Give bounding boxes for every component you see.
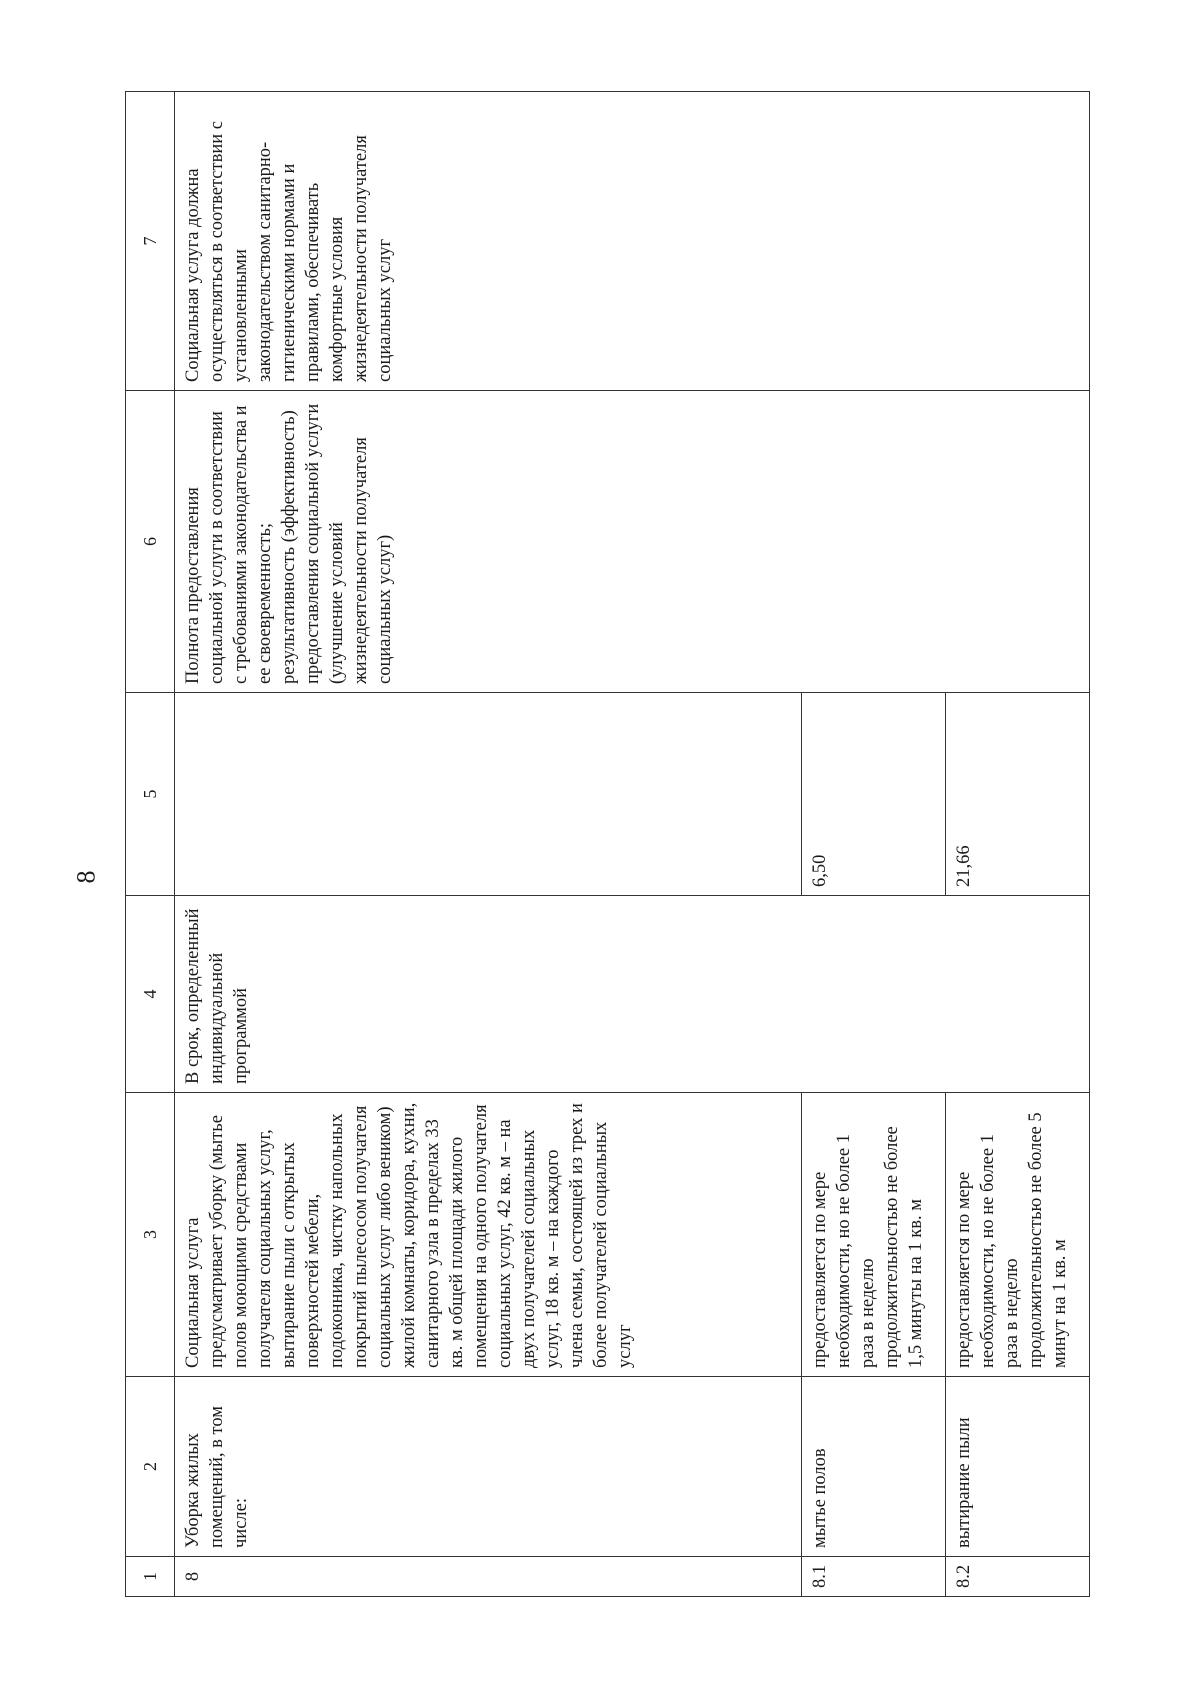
col-header-1: 1	[126, 1557, 175, 1597]
col-header-5: 5	[126, 693, 175, 896]
row-8-1-name: мытье полов	[802, 1377, 946, 1557]
page-number: 8	[71, 870, 101, 884]
row-8-name: Уборка жилых помещений, в том числе:	[175, 1377, 802, 1557]
row-8-indicators: Полнота предоставления социальной услуги в соответствии с требованиями законодательства и ее своевременность; результативность (эффективность) предоставления социальной услуги (улучшение условий жизнедеятельности получателя социальных услуг)	[175, 391, 1090, 693]
row-8-number: 8	[175, 1557, 802, 1597]
row-8-conditions: Социальная услуга должна осуществляться в соответствии с установленными законодательством санитарно-гигиеническими нормами и правилами, обеспечивать комфортные условия жизнедеятельности получателя социальных услуг	[175, 92, 1090, 391]
row-8-2-number: 8.2	[946, 1557, 1090, 1597]
row-8-term: В срок, определенный индивидуальной программой	[175, 896, 1090, 1093]
row-8-2-description: предоставляется по мере необходимости, но не более 1 раза в неделю продолжительностью не более 5 минут на 1 кв. м	[946, 1093, 1090, 1377]
row-8-1-tariff: 6,50	[802, 693, 946, 896]
row-8-tariff	[175, 693, 802, 896]
col-header-6: 6	[126, 391, 175, 693]
services-table	[125, 91, 1090, 1597]
rotated-table-container	[125, 92, 1090, 1597]
row-8-2-tariff: 21,66	[946, 693, 1090, 896]
row-8-2-name: вытирание пыли	[946, 1377, 1090, 1557]
row-8-1-number: 8.1	[802, 1557, 946, 1597]
col-header-3: 3	[126, 1093, 175, 1377]
header-row	[126, 92, 175, 1597]
col-header-7: 7	[126, 92, 175, 391]
table-row-8	[175, 92, 802, 1597]
row-8-description: Социальная услуга предусматривает уборку (мытье полов моющими средствами получателя социальных услуг, вытирание пыли с открытых поверхностей мебели, подоконника, чистку напольных покрытий пылесосом получателя социальных услуг либо веником) жилой комнаты, коридора, кухни, санитарного узла в пределах 33 кв. м общей площади жилого помещения на одного получателя социальных услуг, 42 кв. м – на двух получателей социальных услуг, 18 кв. м – на каждого члена семьи, состоящей из трех и более получателей социальных услуг	[175, 1093, 802, 1377]
col-header-4: 4	[126, 896, 175, 1093]
col-header-2: 2	[126, 1377, 175, 1557]
row-8-1-description: предоставляется по мере необходимости, но не более 1 раза в неделю продолжительностью не более 1,5 минуты на 1 кв. м	[802, 1093, 946, 1377]
